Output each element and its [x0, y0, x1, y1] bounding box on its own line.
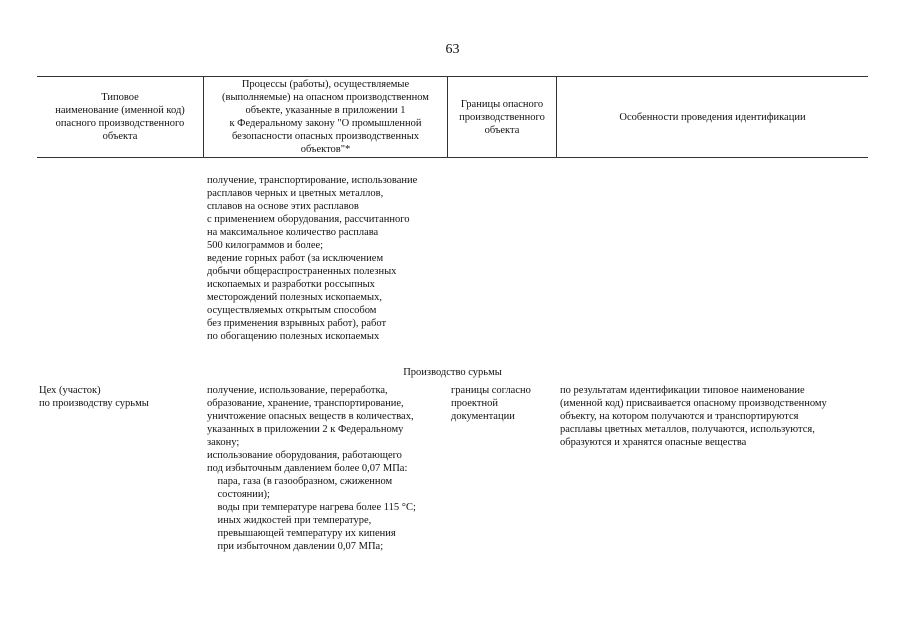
text-line: закону;	[207, 437, 240, 448]
text-line: (выполняемые) на опасном производственном	[222, 92, 429, 103]
text-line: опасного производственного	[55, 118, 185, 129]
text-line: по производству сурьмы	[39, 398, 149, 409]
text-line: получение, использование, переработка,	[207, 385, 388, 396]
text-line: по обогащению полезных ископаемых	[207, 331, 380, 342]
text-line: осуществляемых открытым способом	[207, 305, 377, 316]
text-line: расплавы цветных металлов, получаются, используются,	[560, 424, 815, 435]
text-line: воды при температуре нагрева более 115 °С;	[207, 502, 416, 513]
text-line: объекту, на котором получаются и транспортируются	[560, 411, 799, 422]
text-line: получение, транспортирование, использование	[207, 175, 418, 186]
text-line: пара, газа (в газообразном, сжиженном	[207, 476, 393, 487]
header-bottom-rule	[37, 157, 868, 158]
text-line: 500 килограммов и более;	[207, 240, 324, 251]
section-title: Производство сурьмы	[403, 367, 502, 378]
text-line: добычи общераспространенных полезных	[207, 266, 397, 277]
text-line: образуются и хранятся опасные вещества	[560, 437, 747, 448]
page-number: 63	[445, 42, 460, 57]
text-line: объекте, указанные в приложении 1	[245, 105, 406, 116]
text-line: Процессы (работы), осуществляемые	[241, 79, 410, 90]
text-line: месторождений полезных ископаемых,	[207, 292, 382, 303]
text-line: безопасности опасных производственных	[231, 131, 420, 142]
text-line: использование оборудования, работающего	[207, 450, 402, 461]
text-line: Особенности проведения идентификации	[619, 111, 806, 123]
text-line: ведение горных работ (за исключением	[207, 253, 384, 264]
text-line: под избыточным давлением более 0,07 МПа:	[207, 463, 408, 474]
row-processes	[207, 384, 416, 553]
text-line: Границы опасного	[460, 98, 544, 110]
text-line: иных жидкостей при температуре,	[207, 515, 372, 526]
text-line: по результатам идентификации типовое наименование	[560, 385, 805, 396]
text-line: границы согласно	[451, 385, 531, 396]
text-line: проектной	[451, 398, 498, 409]
text-line: образование, хранение, транспортирование,	[207, 398, 404, 409]
text-line: уничтожение опасных веществ в количествах,	[207, 411, 414, 422]
header-boundaries	[448, 77, 556, 157]
text-line: расплавов черных и цветных металлов,	[207, 188, 384, 199]
text-line: указанных в приложении 2 к Федеральному	[207, 424, 404, 435]
header-identification	[557, 77, 868, 157]
text-line: к Федеральному закону "О промышленной	[229, 118, 422, 129]
row-boundaries	[451, 384, 531, 423]
row-object-name	[39, 384, 149, 410]
text-line: на максимальное количество расплава	[207, 227, 379, 238]
text-line: производственного	[459, 111, 545, 123]
text-line: (именной код) присваивается опасному производственному	[560, 398, 827, 409]
text-line: при избыточном давлении 0,07 МПа;	[207, 541, 384, 552]
text-line: превышающей температуру их кипения	[207, 528, 396, 539]
text-line: Типовое	[101, 92, 139, 103]
text-line: ископаемых и разработки россыпных	[207, 279, 375, 290]
header-processes	[204, 77, 447, 157]
text-line: состоянии);	[207, 489, 270, 500]
text-line: документации	[451, 411, 515, 422]
text-line: объекта	[484, 124, 520, 136]
text-line: Цех (участок)	[39, 385, 101, 396]
text-line: сплавов на основе этих расплавов	[207, 201, 359, 212]
continuation-processes	[207, 174, 417, 343]
header-type-name	[37, 77, 203, 157]
text-line: без применения взрывных работ), работ	[207, 318, 387, 329]
text-line: объектов"*	[300, 144, 351, 155]
text-line: с применением оборудования, рассчитанного	[207, 214, 410, 225]
row-identification	[560, 384, 827, 449]
text-line: объекта	[102, 131, 138, 142]
text-line: наименование (именной код)	[55, 105, 185, 116]
